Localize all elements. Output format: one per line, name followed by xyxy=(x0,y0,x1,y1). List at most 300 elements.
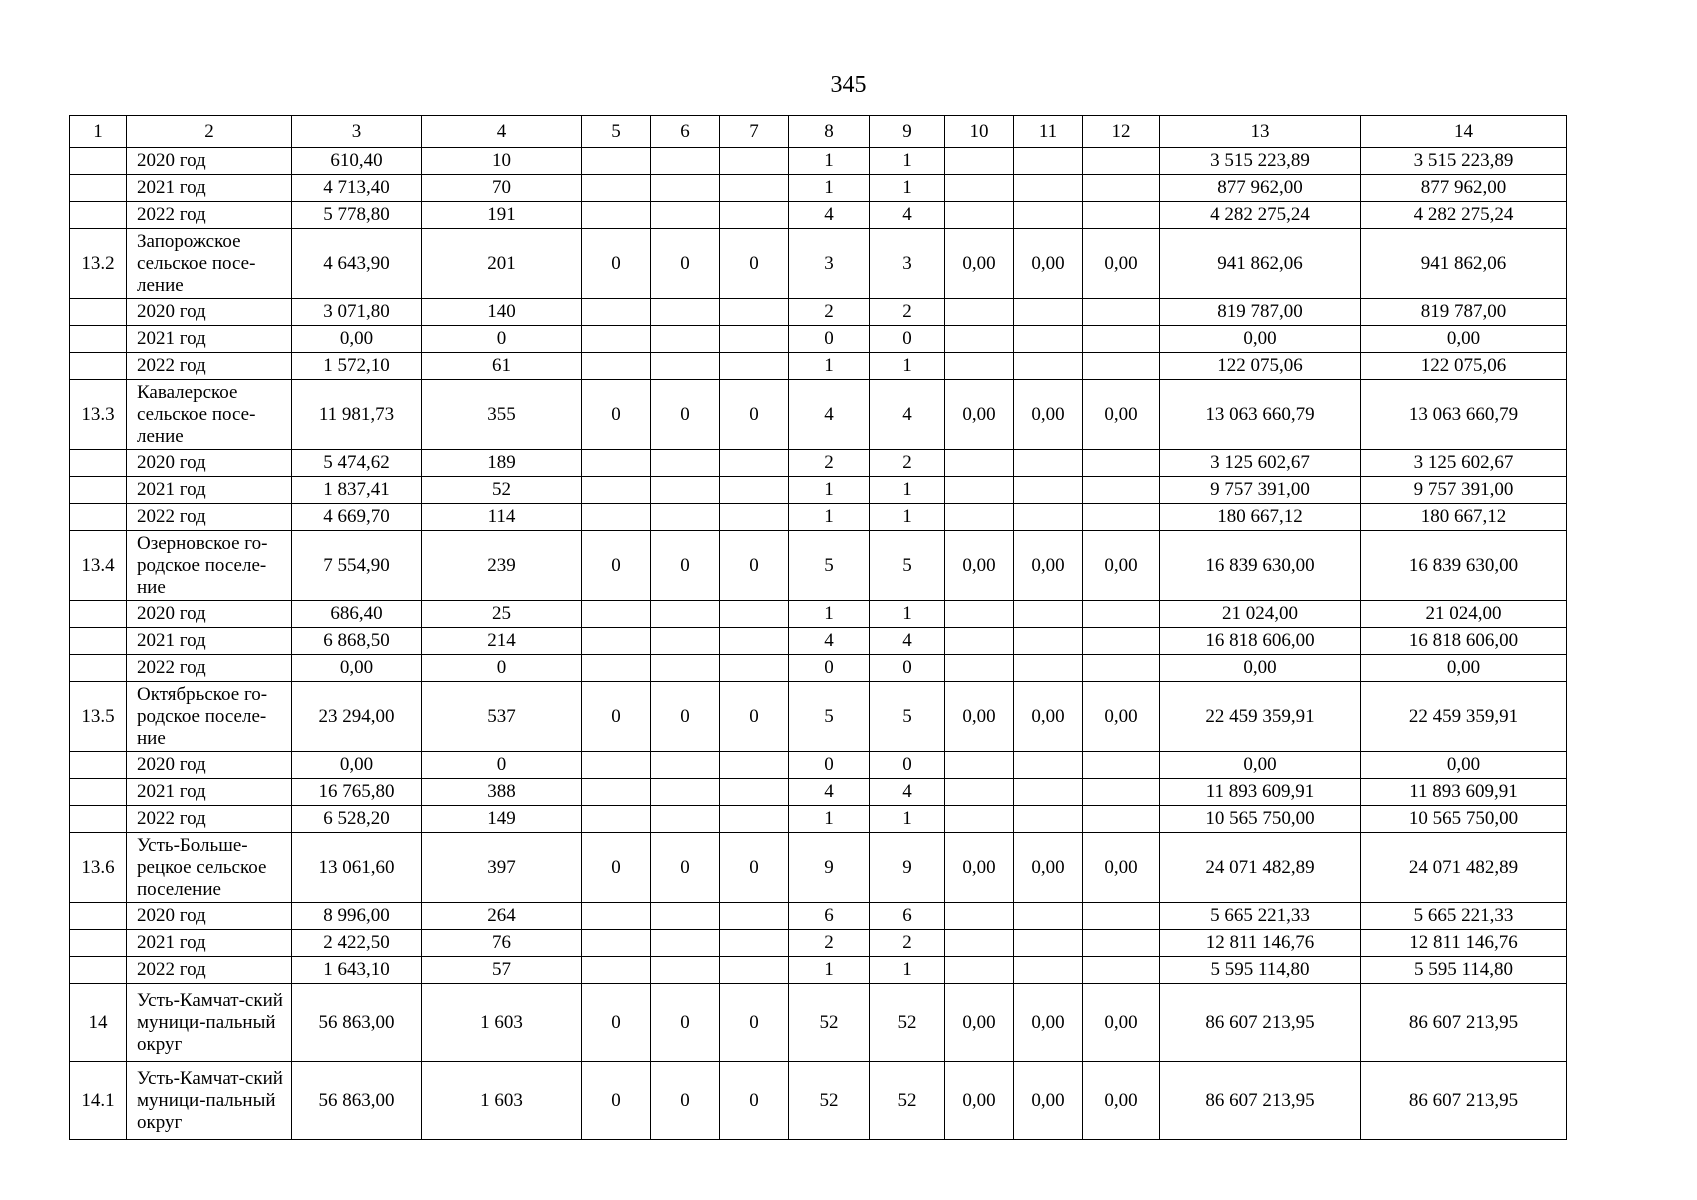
header-cell: 14 xyxy=(1361,116,1567,148)
row-name-cell: 2020 год xyxy=(127,903,292,930)
table-cell xyxy=(945,353,1014,380)
table-cell xyxy=(582,903,651,930)
table-cell xyxy=(582,477,651,504)
table-cell: 0 xyxy=(422,326,582,353)
year-row xyxy=(70,779,1567,806)
table-cell: 239 xyxy=(422,531,582,601)
table-cell: 0,00 xyxy=(1083,682,1160,752)
row-name-cell: 2022 год xyxy=(127,353,292,380)
table-cell xyxy=(651,477,720,504)
year-row xyxy=(70,752,1567,779)
table-cell xyxy=(582,779,651,806)
table-cell: 52 xyxy=(422,477,582,504)
table-cell: 22 459 359,91 xyxy=(1160,682,1361,752)
table-body xyxy=(70,116,1567,1140)
table-cell: 86 607 213,95 xyxy=(1361,1062,1567,1140)
table-cell: 5 xyxy=(870,682,945,752)
table-cell: 0,00 xyxy=(1014,531,1083,601)
table-cell xyxy=(945,504,1014,531)
section-row xyxy=(70,531,1567,601)
row-number-cell xyxy=(70,175,127,202)
table-cell: 6 868,50 xyxy=(292,628,422,655)
header-cell: 11 xyxy=(1014,116,1083,148)
row-number-cell xyxy=(70,930,127,957)
table-cell: 0 xyxy=(582,682,651,752)
header-cell: 10 xyxy=(945,116,1014,148)
row-name-cell: 2022 год xyxy=(127,655,292,682)
section-row xyxy=(70,833,1567,903)
row-number-cell xyxy=(70,353,127,380)
table-cell: 16 839 630,00 xyxy=(1361,531,1567,601)
table-cell: 355 xyxy=(422,380,582,450)
table-cell: 0,00 xyxy=(1014,984,1083,1062)
table-cell xyxy=(1014,353,1083,380)
table-cell xyxy=(720,326,789,353)
row-name-cell: Кавалерское сельское посе-ление xyxy=(127,380,292,450)
table-cell: 819 787,00 xyxy=(1361,299,1567,326)
table-cell: 0,00 xyxy=(945,380,1014,450)
table-cell: 114 xyxy=(422,504,582,531)
table-cell: 0,00 xyxy=(1014,229,1083,299)
table-cell: 0,00 xyxy=(1083,984,1160,1062)
table-cell: 4 669,70 xyxy=(292,504,422,531)
table-cell: 6 xyxy=(870,903,945,930)
year-row xyxy=(70,175,1567,202)
table-cell xyxy=(582,752,651,779)
table-cell xyxy=(1083,504,1160,531)
table-cell: 0 xyxy=(720,229,789,299)
table-cell xyxy=(720,504,789,531)
row-name-cell: 2021 год xyxy=(127,326,292,353)
table-cell xyxy=(582,450,651,477)
table-cell xyxy=(945,752,1014,779)
table-cell: 189 xyxy=(422,450,582,477)
table-cell: 0 xyxy=(422,752,582,779)
table-cell xyxy=(582,175,651,202)
table-cell: 941 862,06 xyxy=(1160,229,1361,299)
table-cell: 9 xyxy=(789,833,870,903)
table-cell: 4 xyxy=(789,202,870,229)
row-name-cell: 2020 год xyxy=(127,450,292,477)
table-cell: 1 xyxy=(870,477,945,504)
table-cell: 70 xyxy=(422,175,582,202)
table-cell: 0 xyxy=(720,531,789,601)
table-cell: 388 xyxy=(422,779,582,806)
table-cell: 21 024,00 xyxy=(1361,601,1567,628)
table-cell xyxy=(1083,299,1160,326)
table-cell xyxy=(1083,779,1160,806)
row-number-cell xyxy=(70,903,127,930)
table-cell xyxy=(582,504,651,531)
table-cell: 1 643,10 xyxy=(292,957,422,984)
table-cell: 86 607 213,95 xyxy=(1160,1062,1361,1140)
year-row xyxy=(70,601,1567,628)
table-cell xyxy=(945,175,1014,202)
row-number-cell: 13.2 xyxy=(70,229,127,299)
table-header-row xyxy=(70,116,1567,148)
table-cell: 0 xyxy=(651,682,720,752)
table-cell: 0 xyxy=(582,984,651,1062)
table-cell: 5 778,80 xyxy=(292,202,422,229)
table-cell: 0 xyxy=(720,833,789,903)
table-cell xyxy=(1083,477,1160,504)
table-cell: 0,00 xyxy=(1014,380,1083,450)
row-name-cell: 2020 год xyxy=(127,148,292,175)
table-cell: 0 xyxy=(651,229,720,299)
row-number-cell xyxy=(70,601,127,628)
table-cell: 22 459 359,91 xyxy=(1361,682,1567,752)
year-row xyxy=(70,202,1567,229)
table-cell: 1 837,41 xyxy=(292,477,422,504)
table-cell: 1 xyxy=(789,504,870,531)
table-cell: 52 xyxy=(789,1062,870,1140)
header-cell: 8 xyxy=(789,116,870,148)
table-cell: 1 xyxy=(789,477,870,504)
table-cell xyxy=(1014,326,1083,353)
table-cell: 0 xyxy=(422,655,582,682)
table-cell xyxy=(945,326,1014,353)
row-number-cell xyxy=(70,504,127,531)
table-cell: 0,00 xyxy=(945,833,1014,903)
table-cell: 52 xyxy=(789,984,870,1062)
header-cell: 2 xyxy=(127,116,292,148)
table-cell: 0 xyxy=(789,752,870,779)
table-cell xyxy=(651,957,720,984)
table-cell: 214 xyxy=(422,628,582,655)
data-table xyxy=(69,115,1567,1140)
table-cell: 397 xyxy=(422,833,582,903)
table-cell: 10 xyxy=(422,148,582,175)
table-cell: 5 665 221,33 xyxy=(1361,903,1567,930)
table-cell: 2 422,50 xyxy=(292,930,422,957)
table-cell xyxy=(720,353,789,380)
table-cell: 2 xyxy=(870,930,945,957)
table-cell xyxy=(720,628,789,655)
year-row xyxy=(70,903,1567,930)
table-cell: 57 xyxy=(422,957,582,984)
table-cell xyxy=(651,299,720,326)
table-cell xyxy=(1083,903,1160,930)
table-cell: 56 863,00 xyxy=(292,1062,422,1140)
table-cell: 4 713,40 xyxy=(292,175,422,202)
table-cell: 0 xyxy=(870,752,945,779)
table-cell: 4 xyxy=(870,202,945,229)
table-cell xyxy=(651,450,720,477)
table-cell: 10 565 750,00 xyxy=(1361,806,1567,833)
table-cell: 0 xyxy=(720,380,789,450)
table-cell: 3 125 602,67 xyxy=(1160,450,1361,477)
table-cell: 0,00 xyxy=(945,531,1014,601)
table-cell: 6 528,20 xyxy=(292,806,422,833)
table-cell: 1 xyxy=(870,353,945,380)
table-cell: 0,00 xyxy=(1083,380,1160,450)
row-name-cell: Запорожское сельское посе-ление xyxy=(127,229,292,299)
table-cell: 0,00 xyxy=(1014,833,1083,903)
year-row xyxy=(70,353,1567,380)
table-cell xyxy=(582,957,651,984)
table-cell xyxy=(720,903,789,930)
table-cell xyxy=(1014,450,1083,477)
row-name-cell: 2022 год xyxy=(127,806,292,833)
table-cell xyxy=(720,202,789,229)
table-cell: 1 xyxy=(789,957,870,984)
table-cell xyxy=(945,957,1014,984)
table-cell: 0,00 xyxy=(1083,833,1160,903)
row-number-cell: 14.1 xyxy=(70,1062,127,1140)
table-cell: 12 811 146,76 xyxy=(1160,930,1361,957)
table-cell: 5 474,62 xyxy=(292,450,422,477)
row-number-cell xyxy=(70,450,127,477)
table-cell xyxy=(1014,299,1083,326)
year-row xyxy=(70,504,1567,531)
row-number-cell xyxy=(70,779,127,806)
table-cell: 4 xyxy=(789,779,870,806)
table-cell: 610,40 xyxy=(292,148,422,175)
header-cell: 6 xyxy=(651,116,720,148)
row-name-cell: 2020 год xyxy=(127,299,292,326)
table-cell: 8 996,00 xyxy=(292,903,422,930)
table-cell xyxy=(1014,477,1083,504)
table-cell: 13 061,60 xyxy=(292,833,422,903)
table-cell: 0,00 xyxy=(1083,229,1160,299)
table-cell: 1 xyxy=(870,806,945,833)
table-cell: 4 282 275,24 xyxy=(1160,202,1361,229)
header-cell: 5 xyxy=(582,116,651,148)
table-cell xyxy=(720,175,789,202)
table-cell: 5 595 114,80 xyxy=(1361,957,1567,984)
table-cell: 0,00 xyxy=(945,682,1014,752)
table-cell xyxy=(720,299,789,326)
table-cell: 0 xyxy=(651,531,720,601)
table-cell: 9 xyxy=(870,833,945,903)
table-cell: 191 xyxy=(422,202,582,229)
table-cell: 3 071,80 xyxy=(292,299,422,326)
table-cell xyxy=(945,806,1014,833)
table-cell xyxy=(1014,806,1083,833)
row-number-cell xyxy=(70,202,127,229)
table-cell xyxy=(582,655,651,682)
table-cell: 12 811 146,76 xyxy=(1361,930,1567,957)
header-cell: 9 xyxy=(870,116,945,148)
table-cell: 0,00 xyxy=(1361,655,1567,682)
table-cell xyxy=(1083,148,1160,175)
table-cell: 819 787,00 xyxy=(1160,299,1361,326)
row-number-cell: 13.5 xyxy=(70,682,127,752)
year-row xyxy=(70,957,1567,984)
table-cell xyxy=(1014,628,1083,655)
table-cell: 1 xyxy=(870,957,945,984)
table-cell xyxy=(720,930,789,957)
table-cell xyxy=(582,299,651,326)
table-cell xyxy=(1014,903,1083,930)
table-cell xyxy=(945,779,1014,806)
table-cell xyxy=(651,353,720,380)
section-row xyxy=(70,229,1567,299)
year-row xyxy=(70,326,1567,353)
row-number-cell xyxy=(70,477,127,504)
table-cell: 4 xyxy=(870,779,945,806)
table-cell: 16 818 606,00 xyxy=(1361,628,1567,655)
row-number-cell: 13.6 xyxy=(70,833,127,903)
table-cell xyxy=(651,779,720,806)
table-cell xyxy=(651,628,720,655)
table-cell xyxy=(1014,601,1083,628)
table-cell xyxy=(720,601,789,628)
table-cell: 1 572,10 xyxy=(292,353,422,380)
table-cell: 5 xyxy=(789,682,870,752)
table-cell: 25 xyxy=(422,601,582,628)
table-cell xyxy=(945,299,1014,326)
table-cell xyxy=(582,202,651,229)
table-cell xyxy=(1014,930,1083,957)
table-cell: 686,40 xyxy=(292,601,422,628)
table-cell: 4 xyxy=(870,628,945,655)
table-cell: 1 xyxy=(789,148,870,175)
table-cell: 941 862,06 xyxy=(1361,229,1567,299)
table-cell: 3 515 223,89 xyxy=(1361,148,1567,175)
header-cell: 3 xyxy=(292,116,422,148)
table-cell xyxy=(651,903,720,930)
row-name-cell: 2021 год xyxy=(127,477,292,504)
table-cell: 877 962,00 xyxy=(1160,175,1361,202)
table-cell xyxy=(1083,450,1160,477)
table-cell: 1 xyxy=(789,175,870,202)
year-row xyxy=(70,148,1567,175)
header-cell: 13 xyxy=(1160,116,1361,148)
table-cell: 1 xyxy=(789,806,870,833)
section-row xyxy=(70,380,1567,450)
table-cell: 5 665 221,33 xyxy=(1160,903,1361,930)
table-cell: 0,00 xyxy=(1160,752,1361,779)
table-cell: 0 xyxy=(720,984,789,1062)
year-row xyxy=(70,477,1567,504)
table-cell xyxy=(720,148,789,175)
table-cell: 16 818 606,00 xyxy=(1160,628,1361,655)
table-cell xyxy=(1014,752,1083,779)
table-cell xyxy=(945,148,1014,175)
table-cell: 0 xyxy=(582,531,651,601)
table-cell: 13 063 660,79 xyxy=(1160,380,1361,450)
table-cell xyxy=(1083,930,1160,957)
table-cell xyxy=(1083,628,1160,655)
table-cell: 3 xyxy=(870,229,945,299)
row-name-cell: 2021 год xyxy=(127,779,292,806)
table-cell: 24 071 482,89 xyxy=(1361,833,1567,903)
table-cell: 52 xyxy=(870,1062,945,1140)
table-cell: 11 893 609,91 xyxy=(1160,779,1361,806)
row-number-cell xyxy=(70,148,127,175)
row-name-cell: 2021 год xyxy=(127,175,292,202)
row-name-cell: Усть-Больше-рецкое сельское поселение xyxy=(127,833,292,903)
row-name-cell: Усть-Камчат-ский муници-пальный округ xyxy=(127,1062,292,1140)
section-row xyxy=(70,682,1567,752)
row-name-cell: Озерновское го-родское поселе-ние xyxy=(127,531,292,601)
row-number-cell: 13.3 xyxy=(70,380,127,450)
row-name-cell: 2022 год xyxy=(127,202,292,229)
table-cell: 4 643,90 xyxy=(292,229,422,299)
table-cell: 537 xyxy=(422,682,582,752)
table-cell xyxy=(1083,752,1160,779)
table-cell: 0,00 xyxy=(945,984,1014,1062)
table-cell: 0 xyxy=(870,655,945,682)
table-cell: 61 xyxy=(422,353,582,380)
table-cell xyxy=(720,779,789,806)
table-cell: 2 xyxy=(789,450,870,477)
table-cell xyxy=(720,957,789,984)
row-name-cell: 2020 год xyxy=(127,752,292,779)
table-cell: 0,00 xyxy=(292,326,422,353)
table-cell: 10 565 750,00 xyxy=(1160,806,1361,833)
table-cell: 4 xyxy=(789,380,870,450)
table-cell: 122 075,06 xyxy=(1160,353,1361,380)
table-cell xyxy=(582,353,651,380)
table-cell: 1 xyxy=(870,601,945,628)
table-cell xyxy=(945,655,1014,682)
table-cell: 0,00 xyxy=(1014,1062,1083,1140)
table-cell xyxy=(720,806,789,833)
table-cell: 0 xyxy=(582,1062,651,1140)
table-cell: 0,00 xyxy=(1160,655,1361,682)
table-cell: 1 xyxy=(870,504,945,531)
table-cell: 180 667,12 xyxy=(1361,504,1567,531)
table-cell xyxy=(1014,504,1083,531)
table-cell: 5 595 114,80 xyxy=(1160,957,1361,984)
table-cell: 0,00 xyxy=(945,1062,1014,1140)
table-cell xyxy=(1083,326,1160,353)
table-cell: 3 515 223,89 xyxy=(1160,148,1361,175)
table-cell: 23 294,00 xyxy=(292,682,422,752)
row-number-cell xyxy=(70,299,127,326)
table-cell: 16 765,80 xyxy=(292,779,422,806)
table-cell xyxy=(582,601,651,628)
year-row xyxy=(70,299,1567,326)
table-cell: 4 xyxy=(870,380,945,450)
table-cell: 3 xyxy=(789,229,870,299)
row-number-cell xyxy=(70,806,127,833)
table-cell: 56 863,00 xyxy=(292,984,422,1062)
table-cell xyxy=(651,202,720,229)
table-cell: 5 xyxy=(870,531,945,601)
row-name-cell: 2021 год xyxy=(127,930,292,957)
header-cell: 1 xyxy=(70,116,127,148)
table-cell: 0 xyxy=(720,682,789,752)
table-cell: 2 xyxy=(870,299,945,326)
table-cell: 9 757 391,00 xyxy=(1160,477,1361,504)
table-cell: 0 xyxy=(582,380,651,450)
table-cell xyxy=(651,806,720,833)
table-cell xyxy=(582,326,651,353)
table-cell: 0 xyxy=(720,1062,789,1140)
row-name-cell: Октябрьское го-родское поселе-ние xyxy=(127,682,292,752)
table-cell xyxy=(720,477,789,504)
table-cell xyxy=(945,477,1014,504)
table-cell: 5 xyxy=(789,531,870,601)
table-cell xyxy=(945,628,1014,655)
table-cell: 2 xyxy=(870,450,945,477)
table-cell: 11 981,73 xyxy=(292,380,422,450)
table-cell: 0 xyxy=(651,1062,720,1140)
table-cell: 9 757 391,00 xyxy=(1361,477,1567,504)
table-cell xyxy=(1083,175,1160,202)
table-cell xyxy=(651,148,720,175)
table-cell: 24 071 482,89 xyxy=(1160,833,1361,903)
year-row xyxy=(70,628,1567,655)
table-cell: 264 xyxy=(422,903,582,930)
table-cell xyxy=(945,930,1014,957)
table-cell xyxy=(1083,806,1160,833)
table-cell xyxy=(945,202,1014,229)
table-cell: 0 xyxy=(789,655,870,682)
